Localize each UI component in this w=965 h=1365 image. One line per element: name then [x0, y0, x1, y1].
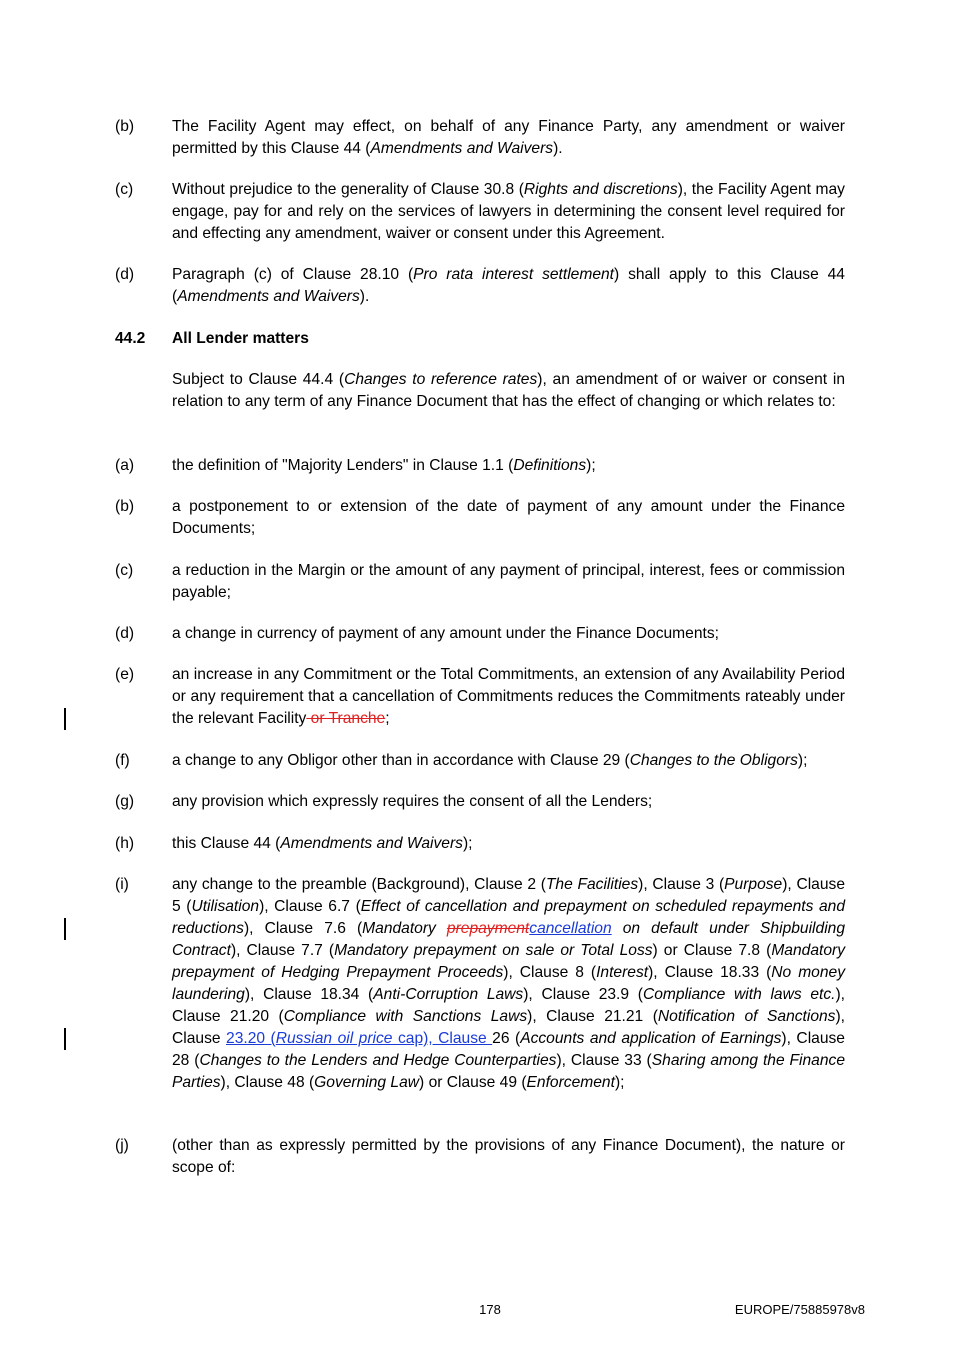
paragraph-label: (e)	[115, 666, 135, 683]
paragraph-label: (f)	[115, 752, 130, 769]
change-bar	[64, 708, 66, 730]
page-number: 178	[479, 1302, 501, 1317]
change-bar	[64, 1028, 66, 1050]
change-bar	[64, 918, 66, 940]
paragraph-text: the definition of "Majority Lenders" in Clause 1.1 (Definitions);	[172, 457, 596, 474]
document-reference: EUROPE/75885978v8	[734, 1302, 865, 1317]
paragraph-text: Paragraph (c) of Clause 28.10 (Pro rata interest settlement) shall apply to this Clause 44 (Amendments and Waivers).	[172, 266, 845, 305]
paragraph-text: any provision which expressly requires the consent of all the Lenders;	[172, 793, 653, 810]
paragraph-text: this Clause 44 (Amendments and Waivers);	[172, 835, 473, 852]
paragraph-label: (b)	[115, 498, 135, 515]
paragraph-label: (c)	[115, 562, 134, 579]
paragraph-text: The Facility Agent may effect, on behalf of any Finance Party, any amendment or waiver permitted by this Clause 44 (Amendments and Waivers).	[172, 118, 845, 157]
paragraph-text: an increase in any Commitment or the Total Commitments, an extension of any Availability Period or any requirement that a cancellation of Commitments reduces the Commitments rateably under the relevant Facility or Tranche;	[172, 666, 845, 727]
paragraph-label: (b)	[115, 118, 135, 135]
paragraph-label: (i)	[115, 876, 129, 893]
paragraph-text: a reduction in the Margin or the amount of any payment of principal, interest, fees or commission payable;	[172, 562, 845, 601]
paragraph-label: (d)	[115, 266, 135, 283]
paragraph-text: a postponement to or extension of the date of payment of any amount under the Finance Documents;	[172, 498, 845, 537]
paragraph-label: (j)	[115, 1137, 129, 1154]
paragraph-text: a change to any Obligor other than in accordance with Clause 29 (Changes to the Obligors);	[172, 752, 808, 769]
paragraph-label: (c)	[115, 181, 134, 198]
paragraph-label: (h)	[115, 835, 135, 852]
paragraph-text: any change to the preamble (Background), Clause 2 (The Facilities), Clause 3 (Purpose), Clause 5 (Utilisation), Clause 6.7 (Effect of cancellation and prepayment on scheduled repayments and reductions), Clause 7.6 (Mandatory prepaymentcancellation on default under Shipbuilding Contract), Clause 7.7 (Mandatory prepayment on sale or Total Loss) or Clause 7.8 (Mandatory prepayment of Hedging Prepayment Proceeds), Clause 8 (Interest), Clause 18.33 (No money laundering), Clause 18.34 (Anti-Corruption Laws), Clause 23.9 (Compliance with laws etc.), Clause 21.20 (Compliance with Sanctions Laws), Clause 21.21 (Notification of Sanctions), Clause 23.20 (Russian oil price cap), Clause 26 (Accounts and application of Earnings), Clause 28 (Changes to the Lenders and Hedge Counterparties), Clause 33 (Sharing among the Finance Parties), Clause 48 (Governing Law) or Clause 49 (Enforcement);	[172, 876, 846, 1091]
tracked-insertion: 23.20 (Russian oil price cap), Clause	[226, 1030, 493, 1047]
paragraph-text: a change in currency of payment of any amount under the Finance Documents;	[172, 625, 719, 642]
section-title: All Lender matters	[172, 330, 309, 347]
paragraph-label: (g)	[115, 793, 135, 810]
tracked-insertion: cancellation	[529, 920, 612, 937]
paragraph-text: Subject to Clause 44.4 (Changes to reference rates), an amendment of or waiver or consent in relation to any term of any Finance Document that has the effect of changing or which relates to:	[172, 371, 845, 410]
tracked-deletion: or Tranche	[306, 710, 386, 727]
paragraph-label: (a)	[115, 457, 135, 474]
paragraph-text: Without prejudice to the generality of Clause 30.8 (Rights and discretions), the Facility Agent may engage, pay for and rely on the services of lawyers in determining the consent level required for and effecting any amendment, waiver or consent under this Agreement.	[172, 181, 845, 242]
tracked-deletion: prepayment	[446, 920, 530, 937]
paragraph-label: (d)	[115, 625, 135, 642]
paragraph-text: (other than as expressly permitted by the provisions of any Finance Document), the nature or scope of:	[172, 1137, 845, 1176]
section-number: 44.2	[115, 330, 146, 347]
